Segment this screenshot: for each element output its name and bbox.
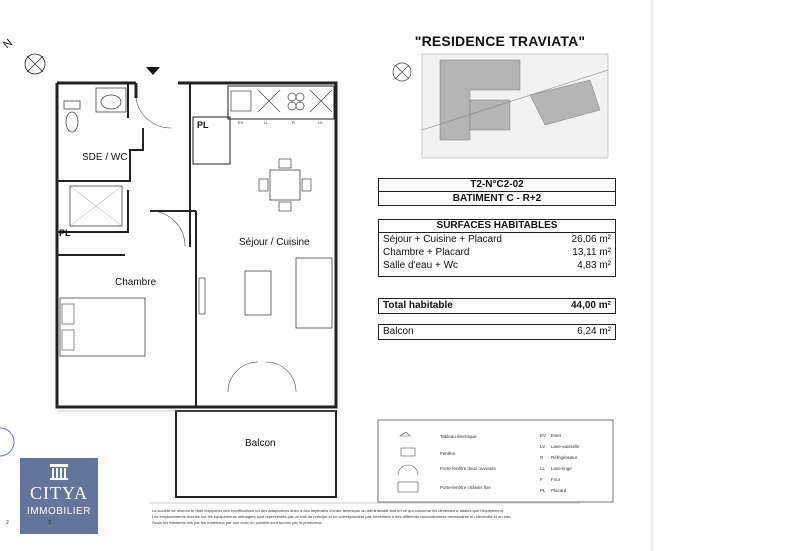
surface-value: 13,11 m²: [572, 247, 611, 258]
room-label-balcon: Balcon: [245, 438, 276, 449]
residence-title: "RESIDENCE TRAVIATA": [414, 33, 586, 49]
room-label-sejour: Séjour / Cuisine: [239, 237, 310, 248]
legend-box: [378, 420, 613, 502]
legend-code: LV: [540, 444, 546, 449]
appliance-label: LL: [264, 120, 269, 125]
legend-item: Evier: [551, 433, 562, 438]
compass-icon: [25, 54, 45, 74]
surface-row: [379, 259, 615, 272]
surface-row: [379, 233, 615, 246]
surface-label: Séjour + Cuisine + Placard: [383, 234, 502, 245]
legend-item: Porte-fenêtre deux ouvrants: [440, 466, 496, 471]
legend-code: PL: [540, 488, 546, 493]
building-label: BATIMENT C - R+2: [452, 193, 542, 204]
surface-row: [379, 246, 615, 259]
legend-item: Lave-vaisselle: [551, 444, 580, 449]
total-label: Total habitable: [383, 300, 453, 311]
footer-note: La société se réserve le droit d'apporter des modifications ou des adaptations dues à des impératifs d'ordre technique ou administratif tant en ce qui concerne les dimensions totales que l'équipement.: [152, 508, 505, 513]
placard-label-left: PL: [59, 228, 71, 238]
footer-note: Les emplacements donnés sur les équipements ménagers sont représentés par un trait de principe et ne correspondent pas forcément à des différents raccordements nécessaires en électricité et en eau.: [152, 514, 512, 519]
legend-item: Four: [551, 477, 561, 482]
appliance-label: LV: [318, 120, 323, 125]
surfaces-header: SURFACES HABITABLES: [379, 220, 615, 233]
surface-value: 4,83 m²: [577, 260, 611, 271]
surface-label: Chambre + Placard: [383, 247, 470, 258]
ref-code: T2-N°C2-02: [379, 179, 615, 192]
balcon-label: Balcon: [383, 326, 414, 337]
page-mark-left: 2: [6, 520, 9, 526]
legend-item: Porte-fenêtre châssis fixe: [440, 485, 491, 490]
legend-item: Fenêtre: [440, 451, 456, 456]
appliance-label: EV: [238, 120, 244, 125]
legend-code: EV: [540, 433, 547, 438]
citya-logo: [20, 458, 98, 534]
total-box: [378, 298, 616, 314]
page-mark-right: 3: [48, 520, 51, 526]
room-label-chambre: Chambre: [115, 277, 157, 288]
legend-code: F: [540, 477, 543, 482]
legend-code: R: [540, 455, 544, 460]
legend-item: Tableau électrique: [440, 434, 477, 439]
legend-item: Réfrigérateur: [551, 455, 578, 460]
balcon-value: 6,24 m²: [577, 326, 611, 337]
legend-item: Lave-linge: [551, 466, 572, 471]
legend-item: Placard: [551, 488, 567, 493]
ref-box: [378, 178, 616, 206]
surface-value: 26,06 m²: [571, 234, 611, 245]
surfaces-box: [378, 219, 616, 277]
appliance-label: R: [292, 120, 295, 125]
entry-arrow-icon: [146, 67, 160, 75]
balcon-box: [378, 324, 616, 340]
logo-brand: CITYA: [30, 483, 88, 503]
total-value: 44,00 m²: [570, 300, 611, 311]
placard-label-top: PL: [197, 120, 209, 130]
logo-sub: IMMOBILIER: [27, 506, 91, 517]
legend-code: LL: [540, 466, 546, 471]
north-label: N: [1, 36, 15, 52]
columns-logo-icon: [20, 460, 98, 484]
footer-note: Seuls les éléments mis par les matériaux par une croix en pointillé sont fournis par le promoteur.: [152, 520, 323, 525]
surface-label: Salle d'eau + Wc: [383, 260, 459, 271]
room-label-sde-wc: SDE / WC: [82, 152, 128, 163]
